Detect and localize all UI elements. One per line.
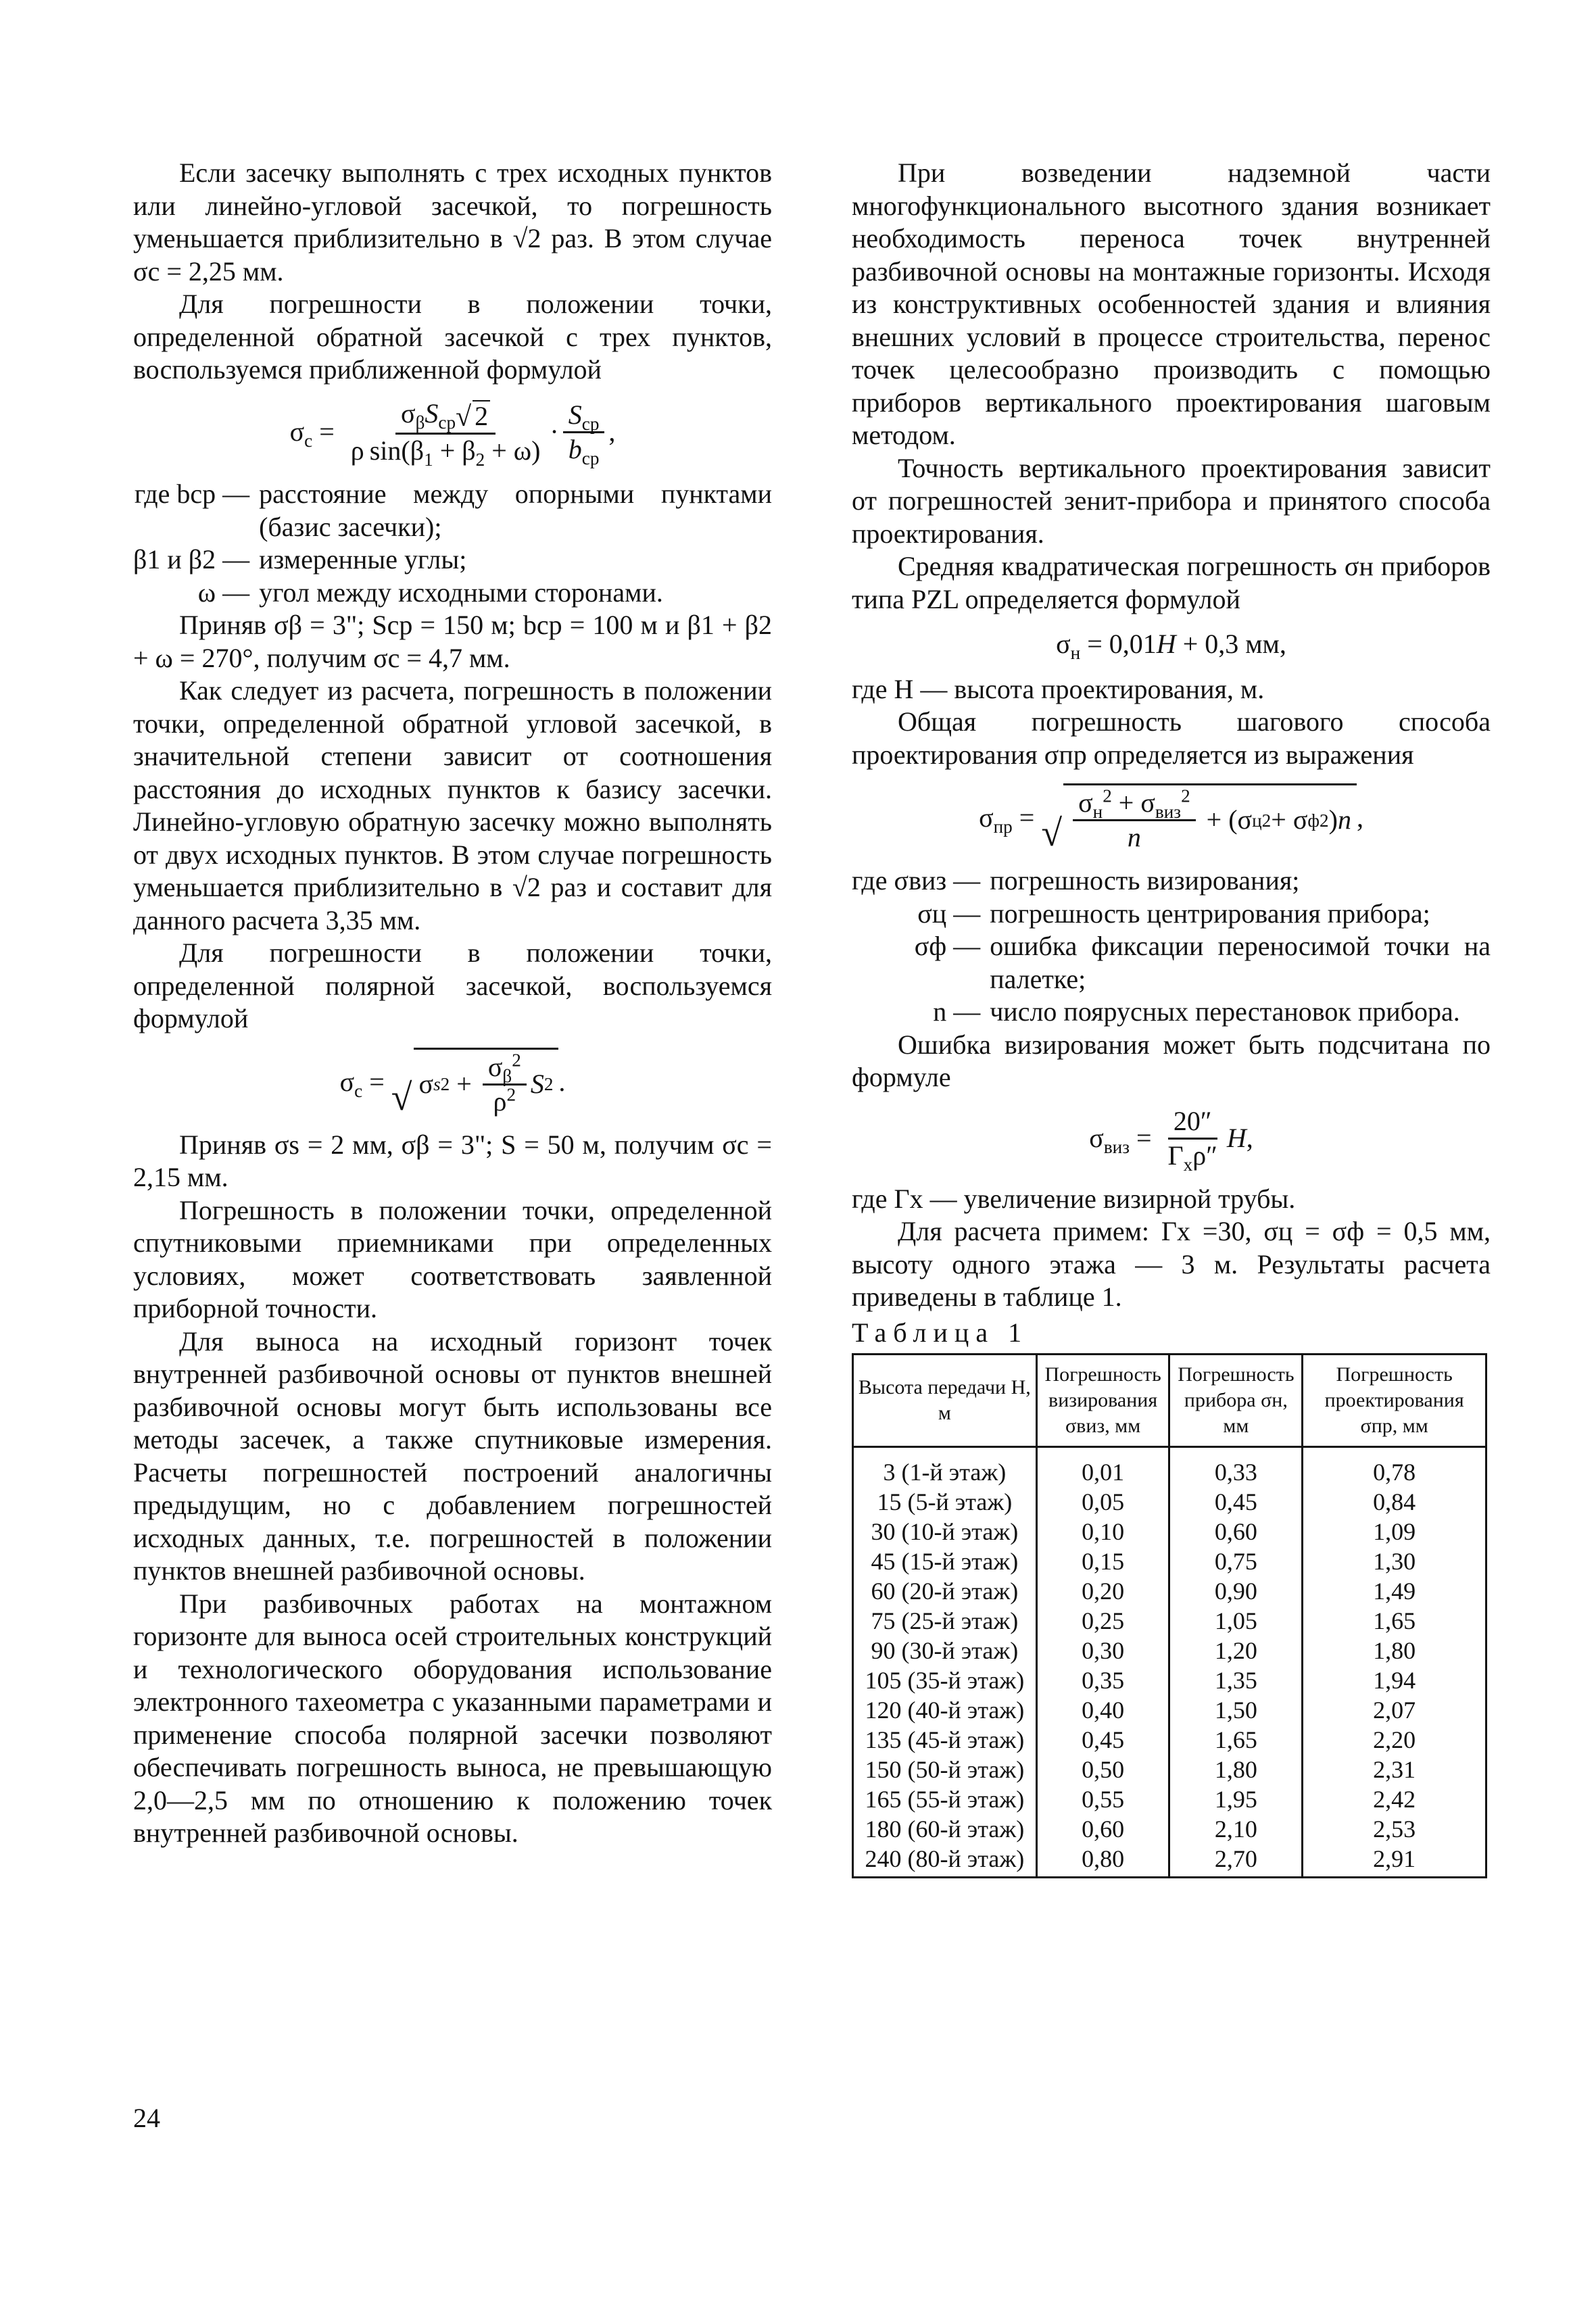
table-cell: 0,10 [1036, 1517, 1169, 1546]
table-cell: 0,45 [1036, 1725, 1169, 1755]
table-cell: 2,91 [1303, 1844, 1486, 1878]
table-cell: 150 (50-й этаж) [853, 1755, 1037, 1784]
paragraph: Для погрешности в положении точки, определенной обратной засечкой с трех пунктов, воспользуемся приближенной формулой [133, 289, 772, 385]
table-cell: 0,50 [1036, 1755, 1169, 1784]
table-cell: 0,01 [1036, 1447, 1169, 1488]
table-cell: 3 (1-й этаж) [853, 1447, 1037, 1488]
table-row [853, 1447, 1486, 1488]
formula-sighting-error: $\sigma_{виз}$ = $\frac{20''}{Г_x\rho''}$ H , [1089, 1105, 1253, 1175]
table-cell: 75 (25-й этаж) [853, 1606, 1037, 1636]
table-cell: 0,80 [1036, 1844, 1169, 1878]
paragraph: Точность вертикального проектирования зависит от погрешностей зенит-прибора и принятого способа проектирования. [852, 452, 1491, 549]
table-cell: 1,05 [1169, 1606, 1303, 1636]
table-cell: 0,40 [1036, 1695, 1169, 1725]
table-cell: 0,33 [1169, 1447, 1303, 1488]
paragraph: Средняя квадратическая погрешность σн приборов типа PZL определяется формулой [852, 551, 1491, 614]
paragraph: Если засечку выполнять с трех исходных пунктов или линейно-угловой засечкой, то погрешность уменьшается приблизительно в √2 раз. В этом случае σc = 2,25 мм. [133, 157, 773, 287]
table-cell: 0,84 [1303, 1487, 1486, 1517]
table-cell: 0,20 [1036, 1576, 1169, 1606]
table-cell: 2,70 [1169, 1844, 1303, 1878]
table-cell: 2,42 [1303, 1784, 1486, 1814]
table-cell: 135 (45-й этаж) [853, 1725, 1037, 1755]
table-row [853, 1814, 1486, 1844]
formula-polar-resection: $\sigma_c$ = √ σ s 2 + $\frac{\sigma_\beta^2}{\rho^2}$ S 2 . [133, 1048, 772, 1117]
table-row [853, 1665, 1486, 1695]
table-cell: 105 (35-й этаж) [853, 1665, 1037, 1695]
table-cell: 180 (60-й этаж) [853, 1814, 1037, 1844]
paragraph: Для погрешности в положении точки, определенной полярной засечкой, воспользуемся формулой [133, 937, 772, 1034]
paragraph: Общая погрешность шагового способа проектирования σпр определяется из выражения [852, 706, 1491, 770]
table-cell: 1,95 [1169, 1784, 1303, 1814]
table-header-cell: Погрешность прибора σн, мм [1169, 1355, 1303, 1447]
paragraph: При возведении надземной части многофункционального высотного здания возникает необходимость переноса точек внутренней разбивочной основы на монтажные горизонты. Исходя из конструктивных особенностей здания и влияния внешних условий в процессе строительства, перенос точек целесообразно производить с помощью приборов вертикального проектирования шаговым методом. [852, 157, 1491, 450]
table-cell: 2,20 [1303, 1725, 1486, 1755]
table-cell: 0,05 [1036, 1487, 1169, 1517]
table-cell: 0,60 [1169, 1517, 1303, 1546]
table-body [853, 1447, 1486, 1878]
table-cell: 1,49 [1303, 1576, 1486, 1606]
table-cell: 45 (15-й этаж) [853, 1546, 1037, 1576]
table-cell: 1,80 [1169, 1755, 1303, 1784]
table-cell: 120 (40-й этаж) [853, 1695, 1037, 1725]
table-cell: 1,50 [1169, 1695, 1303, 1725]
table-cell: 0,78 [1303, 1447, 1486, 1488]
table-cell: 1,35 [1169, 1665, 1303, 1695]
formula-reverse-resection: $\sigma_c$ = $\sigma_\beta S_{ср}$ √ 2 ρ $\sin(\beta_1 + \beta_2 + \omega)$ · $\frac{S_{ср}}{b_{ср}}$ , [289, 397, 616, 470]
table-header-cell: Высота передачи H, м [853, 1355, 1037, 1447]
table-cell: 90 (30-й этаж) [853, 1636, 1037, 1665]
paragraph: Ошибка визирования может быть подсчитана по формуле [852, 1029, 1491, 1092]
paragraph: Как следует из расчета, погрешность в положении точки, определенной обратной угловой засечкой, в значительной степени зависит от соотношения расстояния до исходных пунктов к базису засечки. Линейно-угловую обратную засечку можно выполнять от двух исходных пунктов. В этом случае погрешность уменьшается приблизительно в √2 раз и составит для данного расчета 3,35 мм. [133, 675, 773, 935]
table-caption: Таблица 1 [852, 1317, 1029, 1348]
table-row [853, 1606, 1486, 1636]
table-cell: 0,15 [1036, 1546, 1169, 1576]
table-cell: 0,25 [1036, 1606, 1169, 1636]
paragraph: Приняв σs = 2 мм, σβ = 3"; S = 50 м, получим σc = 2,15 мм. [133, 1129, 772, 1193]
paragraph: Приняв σβ = 3"; Sср = 150 м; bср = 100 м и β1 + β2 + ω = 270°, получим σc = 4,7 мм. [133, 610, 772, 673]
table-cell: 2,31 [1303, 1755, 1486, 1784]
table-cell: 165 (55-й этаж) [853, 1784, 1037, 1814]
table-cell: 0,35 [1036, 1665, 1169, 1695]
table-cell: 15 (5-й этаж) [853, 1487, 1037, 1517]
paragraph: Погрешность в положении точки, определенной спутниковыми приемниками при определенных условиях, может соответствовать заявленной приборной точности. [133, 1194, 772, 1324]
right-column [852, 157, 1491, 1878]
paragraph: Для расчета примем: Гx =30, σц = σф = 0,5 мм, высоту одного этажа — 3 м. Результаты расчета приведены в таблице 1. [852, 1216, 1491, 1312]
table-cell: 0,90 [1169, 1576, 1303, 1606]
table-cell: 60 (20-й этаж) [853, 1576, 1037, 1606]
table-cell: 240 (80-й этаж) [853, 1844, 1037, 1878]
glossary-right: где σвиз — погрешность визирования; σц — погрешность центрирования прибора; σф — ошибка фиксации переносимой точки на палетке; n — число поярусных перестановок прибора. [852, 865, 1491, 1027]
table-row [853, 1695, 1486, 1725]
paragraph: где H — высота проектирования, м. [852, 673, 1265, 704]
table-row [853, 1517, 1486, 1546]
table-cell: 0,60 [1036, 1814, 1169, 1844]
table-cell: 1,65 [1169, 1725, 1303, 1755]
table-header-row [853, 1355, 1486, 1447]
formula-step-method-error: $\sigma_{пр}$ = √ $\frac{\sigma_н^2 + \sigma_{виз}^2}{n}$ + (σ ц 2 + σ ф 2 ) n , [852, 783, 1491, 852]
table-cell: 0,55 [1036, 1784, 1169, 1814]
table-row [853, 1844, 1486, 1878]
table-cell: 1,20 [1169, 1636, 1303, 1665]
table-row [853, 1487, 1486, 1517]
paragraph: Для выноса на исходный горизонт точек внутренней разбивочной основы от пунктов внешней разбивочной основы могут быть использованы все методы засечек, а также спутниковые измерения. Расчеты погрешностей построений аналогичны предыдущим, но с добавлением погрешностей исходных данных, т.е. погрешностей в положении пунктов внешней разбивочной основы. [133, 1325, 772, 1586]
table-cell: 2,53 [1303, 1814, 1486, 1844]
formula-instrument-error: $\sigma_н = 0,01H + 0,3$ мм, [1056, 629, 1286, 663]
table-header-cell: Погрешность проектирования σпр, мм [1303, 1355, 1486, 1447]
page-number: 24 [133, 2103, 160, 2133]
table-row [853, 1784, 1486, 1814]
glossary-left: где bср — расстояние между опорными пунктами (базис засечки); β1 и β2 — измеренные углы; ω — угол между исходными сторонами. [133, 479, 772, 608]
table-row [853, 1636, 1486, 1665]
table-cell: 1,80 [1303, 1636, 1486, 1665]
results-table [852, 1353, 1487, 1878]
table-header-cell: Погрешность визирования σвиз, мм [1036, 1355, 1169, 1447]
paragraph: При разбивочных работах на монтажном горизонте для выноса осей строительных конструкций и технологического оборудования использование электронного тахеометра с указанными параметрами и применение способа полярной засечки позволяют обеспечивать погрешность выноса, не превышающую 2,0—2,5 мм по отношению к положению точек внутренней разбивочной основы. [133, 1588, 772, 1849]
table-row [853, 1576, 1486, 1606]
table-cell: 2,07 [1303, 1695, 1486, 1725]
left-column [133, 157, 772, 1850]
table-cell: 2,10 [1169, 1814, 1303, 1844]
table-cell: 1,30 [1303, 1546, 1486, 1576]
table-row [853, 1725, 1486, 1755]
table-row [853, 1546, 1486, 1576]
table-cell: 1,94 [1303, 1665, 1486, 1695]
paragraph: где Гx — увеличение визирной трубы. [852, 1183, 1296, 1214]
table-cell: 1,09 [1303, 1517, 1486, 1546]
table-cell: 30 (10-й этаж) [853, 1517, 1037, 1546]
table-cell: 1,65 [1303, 1606, 1486, 1636]
table-cell: 0,45 [1169, 1487, 1303, 1517]
table-cell: 0,30 [1036, 1636, 1169, 1665]
table-cell: 0,75 [1169, 1546, 1303, 1576]
table-row [853, 1755, 1486, 1784]
